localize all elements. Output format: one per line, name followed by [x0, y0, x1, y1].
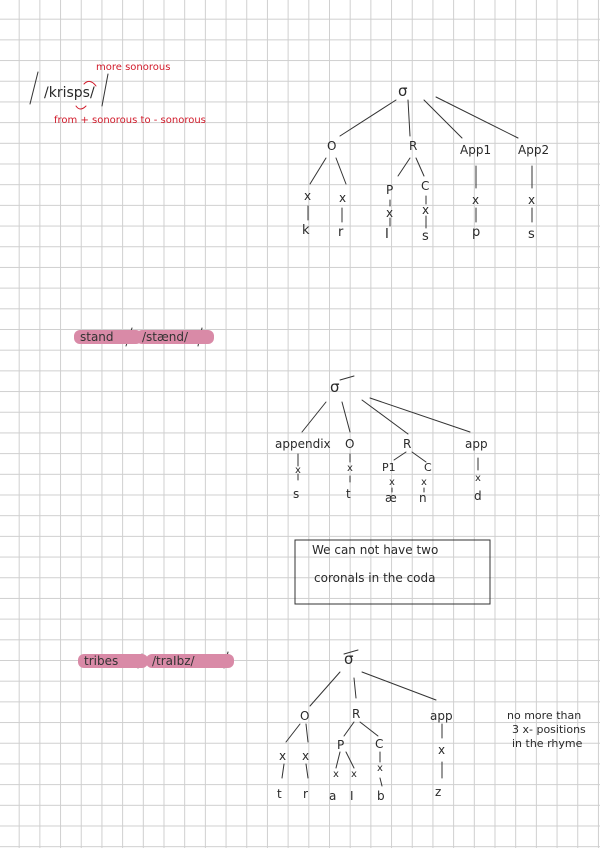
- segment: z: [435, 785, 442, 799]
- x-slot: x: [295, 465, 301, 476]
- x-slot: x: [475, 473, 481, 484]
- x-slot: x: [304, 189, 312, 203]
- label-coda: C: [424, 461, 432, 474]
- node-rhyme: R: [352, 707, 361, 721]
- segment: p: [472, 225, 481, 240]
- segment: s: [528, 227, 535, 242]
- side-note-line-2: 3 x- positions: [512, 723, 586, 736]
- node-rhyme: R: [409, 139, 418, 153]
- x-slot: x: [472, 193, 480, 207]
- box-note-line-2: coronals in the coda: [314, 571, 436, 585]
- segment: æ: [385, 491, 397, 505]
- word-krisps: /krisps/: [44, 85, 95, 101]
- x-slot: x: [421, 477, 427, 488]
- segment: r: [338, 225, 344, 240]
- syllable-root: σ: [344, 650, 354, 668]
- segment: t: [346, 487, 351, 501]
- node-app: app: [465, 437, 488, 451]
- segment: b: [377, 789, 385, 803]
- x-slot: x: [422, 203, 430, 217]
- x-slot: x: [347, 463, 353, 474]
- x-slot: x: [389, 477, 395, 488]
- segment: s: [293, 487, 300, 501]
- x-slot: x: [438, 743, 446, 757]
- segment: d: [474, 489, 482, 503]
- segment: t: [277, 787, 282, 801]
- x-slot: x: [351, 769, 357, 780]
- syllable-root: σ: [330, 378, 340, 396]
- side-note-line-1: no more than: [507, 709, 582, 722]
- x-slot: x: [279, 749, 287, 763]
- segment: I: [350, 789, 354, 803]
- node-rhyme: R: [403, 437, 412, 451]
- highlight-ipa-stand: /stænd/: [136, 330, 214, 344]
- box-note-line-1: We can not have two: [312, 543, 439, 557]
- note-sonority: from + sonorous to - sonorous: [54, 115, 206, 126]
- segment: s: [422, 229, 429, 244]
- syllable-root: σ: [398, 82, 408, 100]
- x-slot: x: [528, 193, 536, 207]
- label-peak: P1: [382, 461, 396, 474]
- x-slot: x: [339, 191, 347, 205]
- highlight-word-stand: stand: [74, 330, 142, 344]
- node-app: app: [430, 709, 453, 723]
- node-appendix-1: App1: [460, 143, 492, 157]
- segment: a: [329, 789, 337, 803]
- curved-arrow-bottom: [76, 106, 86, 109]
- node-appendix: appendix: [275, 437, 331, 451]
- x-slot: x: [386, 206, 394, 220]
- x-slot: x: [333, 769, 339, 780]
- node-onset: O: [345, 437, 355, 451]
- note-more-sonorous: more sonorous: [96, 62, 171, 73]
- label-peak: P: [337, 738, 345, 752]
- segment: I: [385, 227, 389, 242]
- x-slot: x: [302, 749, 310, 763]
- label-coda: C: [375, 737, 384, 751]
- highlight-word-tribes: tribes: [78, 654, 148, 668]
- highlight-ipa-tribes: /traIbz/: [146, 654, 234, 668]
- x-slot: x: [377, 763, 383, 774]
- segment: k: [302, 223, 310, 238]
- label-peak: P: [386, 183, 394, 197]
- side-note-line-3: in the rhyme: [512, 737, 583, 750]
- segment: n: [419, 491, 427, 505]
- node-onset: O: [300, 709, 310, 723]
- node-onset: O: [327, 139, 337, 153]
- node-appendix-2: App2: [518, 143, 550, 157]
- label-coda: C: [421, 179, 430, 193]
- segment: r: [303, 787, 308, 801]
